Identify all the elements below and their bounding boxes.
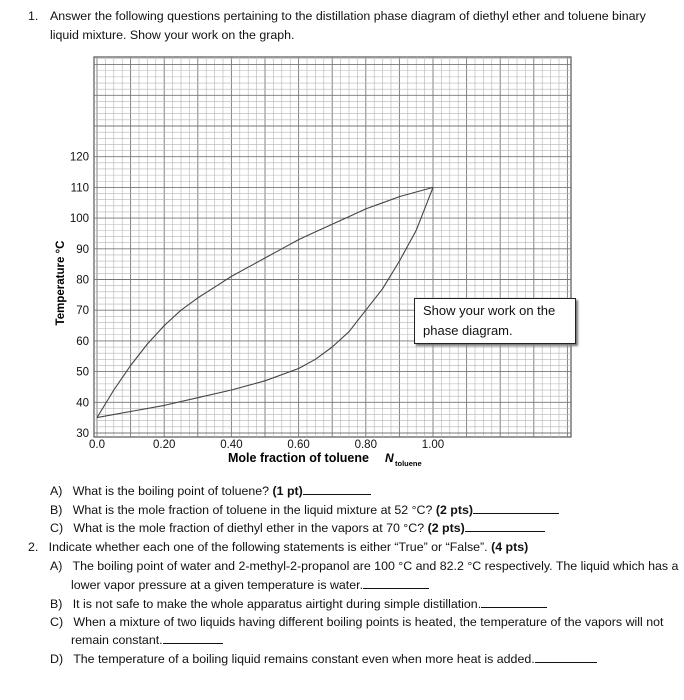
x-tick-label: 0.80 bbox=[354, 439, 377, 451]
q2a-label: A) bbox=[50, 559, 63, 573]
q1a-text: What is the boiling point of toluene? bbox=[72, 484, 270, 498]
question-2a-line-1 bbox=[50, 558, 678, 574]
question-1c bbox=[50, 520, 545, 536]
question-2c-line-1 bbox=[50, 614, 663, 630]
question-1-text-line-1: Answer the following questions pertaining to the distillation phase diagram of diethyl ether and toluene binary bbox=[50, 9, 646, 23]
y-tick-label: 60 bbox=[76, 335, 89, 348]
q1b-label: B) bbox=[50, 503, 63, 517]
y-tick-label: 80 bbox=[76, 274, 89, 287]
question-2b bbox=[50, 596, 547, 612]
question-2-number: 2. bbox=[28, 540, 39, 554]
y-tick-label: 70 bbox=[76, 305, 89, 318]
question-2-points: (4 pts) bbox=[491, 540, 529, 554]
q1c-label: C) bbox=[50, 521, 64, 535]
y-tick-label: 120 bbox=[69, 151, 89, 164]
q1c-points: (2 pts) bbox=[427, 521, 465, 535]
x-tick-label: 0.20 bbox=[153, 439, 176, 451]
x-tick-label: 1.00 bbox=[421, 439, 445, 451]
question-2d bbox=[50, 651, 597, 667]
q2c-text-line-2: remain constant. bbox=[71, 633, 163, 647]
show-work-callout bbox=[414, 298, 576, 344]
q2c-label: C) bbox=[50, 615, 64, 629]
q1a-label: A) bbox=[50, 484, 63, 498]
question-2-text: Indicate whether each one of the following statements is either “True” or “False”. bbox=[48, 540, 488, 554]
question-1a bbox=[50, 483, 371, 499]
q1b-points: (2 pts) bbox=[435, 503, 474, 517]
q2b-text: It is not safe to make the whole apparatus airtight during simple distillation. bbox=[72, 597, 482, 611]
q1c-answer-blank[interactable] bbox=[465, 520, 545, 532]
q1a-answer-blank[interactable] bbox=[303, 483, 371, 495]
y-axis-label: Temperature °C bbox=[55, 240, 67, 326]
x-tick-label: 0.0 bbox=[89, 439, 105, 451]
question-2 bbox=[28, 539, 528, 555]
y-tick-label: 100 bbox=[69, 213, 89, 226]
q2d-answer-blank[interactable] bbox=[535, 651, 597, 663]
question-2a-line-2 bbox=[71, 577, 429, 593]
x-tick-label: 0.60 bbox=[287, 439, 310, 451]
q2a-text-line-2: lower vapor pressure at a given temperature is water. bbox=[71, 578, 364, 592]
y-tick-label: 90 bbox=[76, 243, 89, 256]
chart-grid bbox=[94, 57, 571, 437]
question-1b bbox=[50, 502, 559, 518]
q2a-answer-blank[interactable] bbox=[363, 577, 429, 589]
y-tick-label: 50 bbox=[76, 366, 89, 379]
q1c-text: What is the mole fraction of diethyl ether in the vapors at 70 °C? bbox=[73, 521, 425, 535]
callout-text: Show your work on the phase diagram. bbox=[423, 303, 556, 338]
q1a-points: (1 pt) bbox=[272, 484, 303, 498]
x-axis-label: Mole fraction of toluene bbox=[228, 451, 369, 465]
question-1-number: 1. bbox=[28, 9, 39, 23]
q1b-answer-blank[interactable] bbox=[473, 502, 559, 514]
q2c-answer-blank[interactable] bbox=[163, 632, 223, 644]
q2d-label: D) bbox=[50, 652, 64, 666]
q2b-answer-blank[interactable] bbox=[481, 596, 547, 608]
q2b-label: B) bbox=[50, 597, 63, 611]
question-2c-line-2 bbox=[71, 632, 223, 648]
q2c-text-line-1: When a mixture of two liquids having different boiling points is heated, the temperature of the vapors will not bbox=[73, 615, 664, 629]
q1b-text: What is the mole fraction of toluene in the liquid mixture at 52 °C? bbox=[72, 503, 433, 517]
y-tick-label: 110 bbox=[70, 182, 89, 195]
y-tick-label: 30 bbox=[76, 428, 89, 440]
question-1-text-line-2: liquid mixture. Show your work on the graph. bbox=[50, 28, 295, 42]
x-axis-subscript: toluene bbox=[395, 459, 422, 468]
q2a-text-line-1: The boiling point of water and 2-methyl-2-propanol are 100 °C and 82.2 °C respectively. The liquid which has a bbox=[72, 559, 679, 573]
y-tick-label: 40 bbox=[76, 397, 89, 410]
q2d-text: The temperature of a boiling liquid remains constant even when more heat is added. bbox=[73, 652, 535, 666]
x-axis-symbol: N bbox=[385, 451, 394, 465]
x-tick-label: 0.40 bbox=[220, 439, 243, 451]
